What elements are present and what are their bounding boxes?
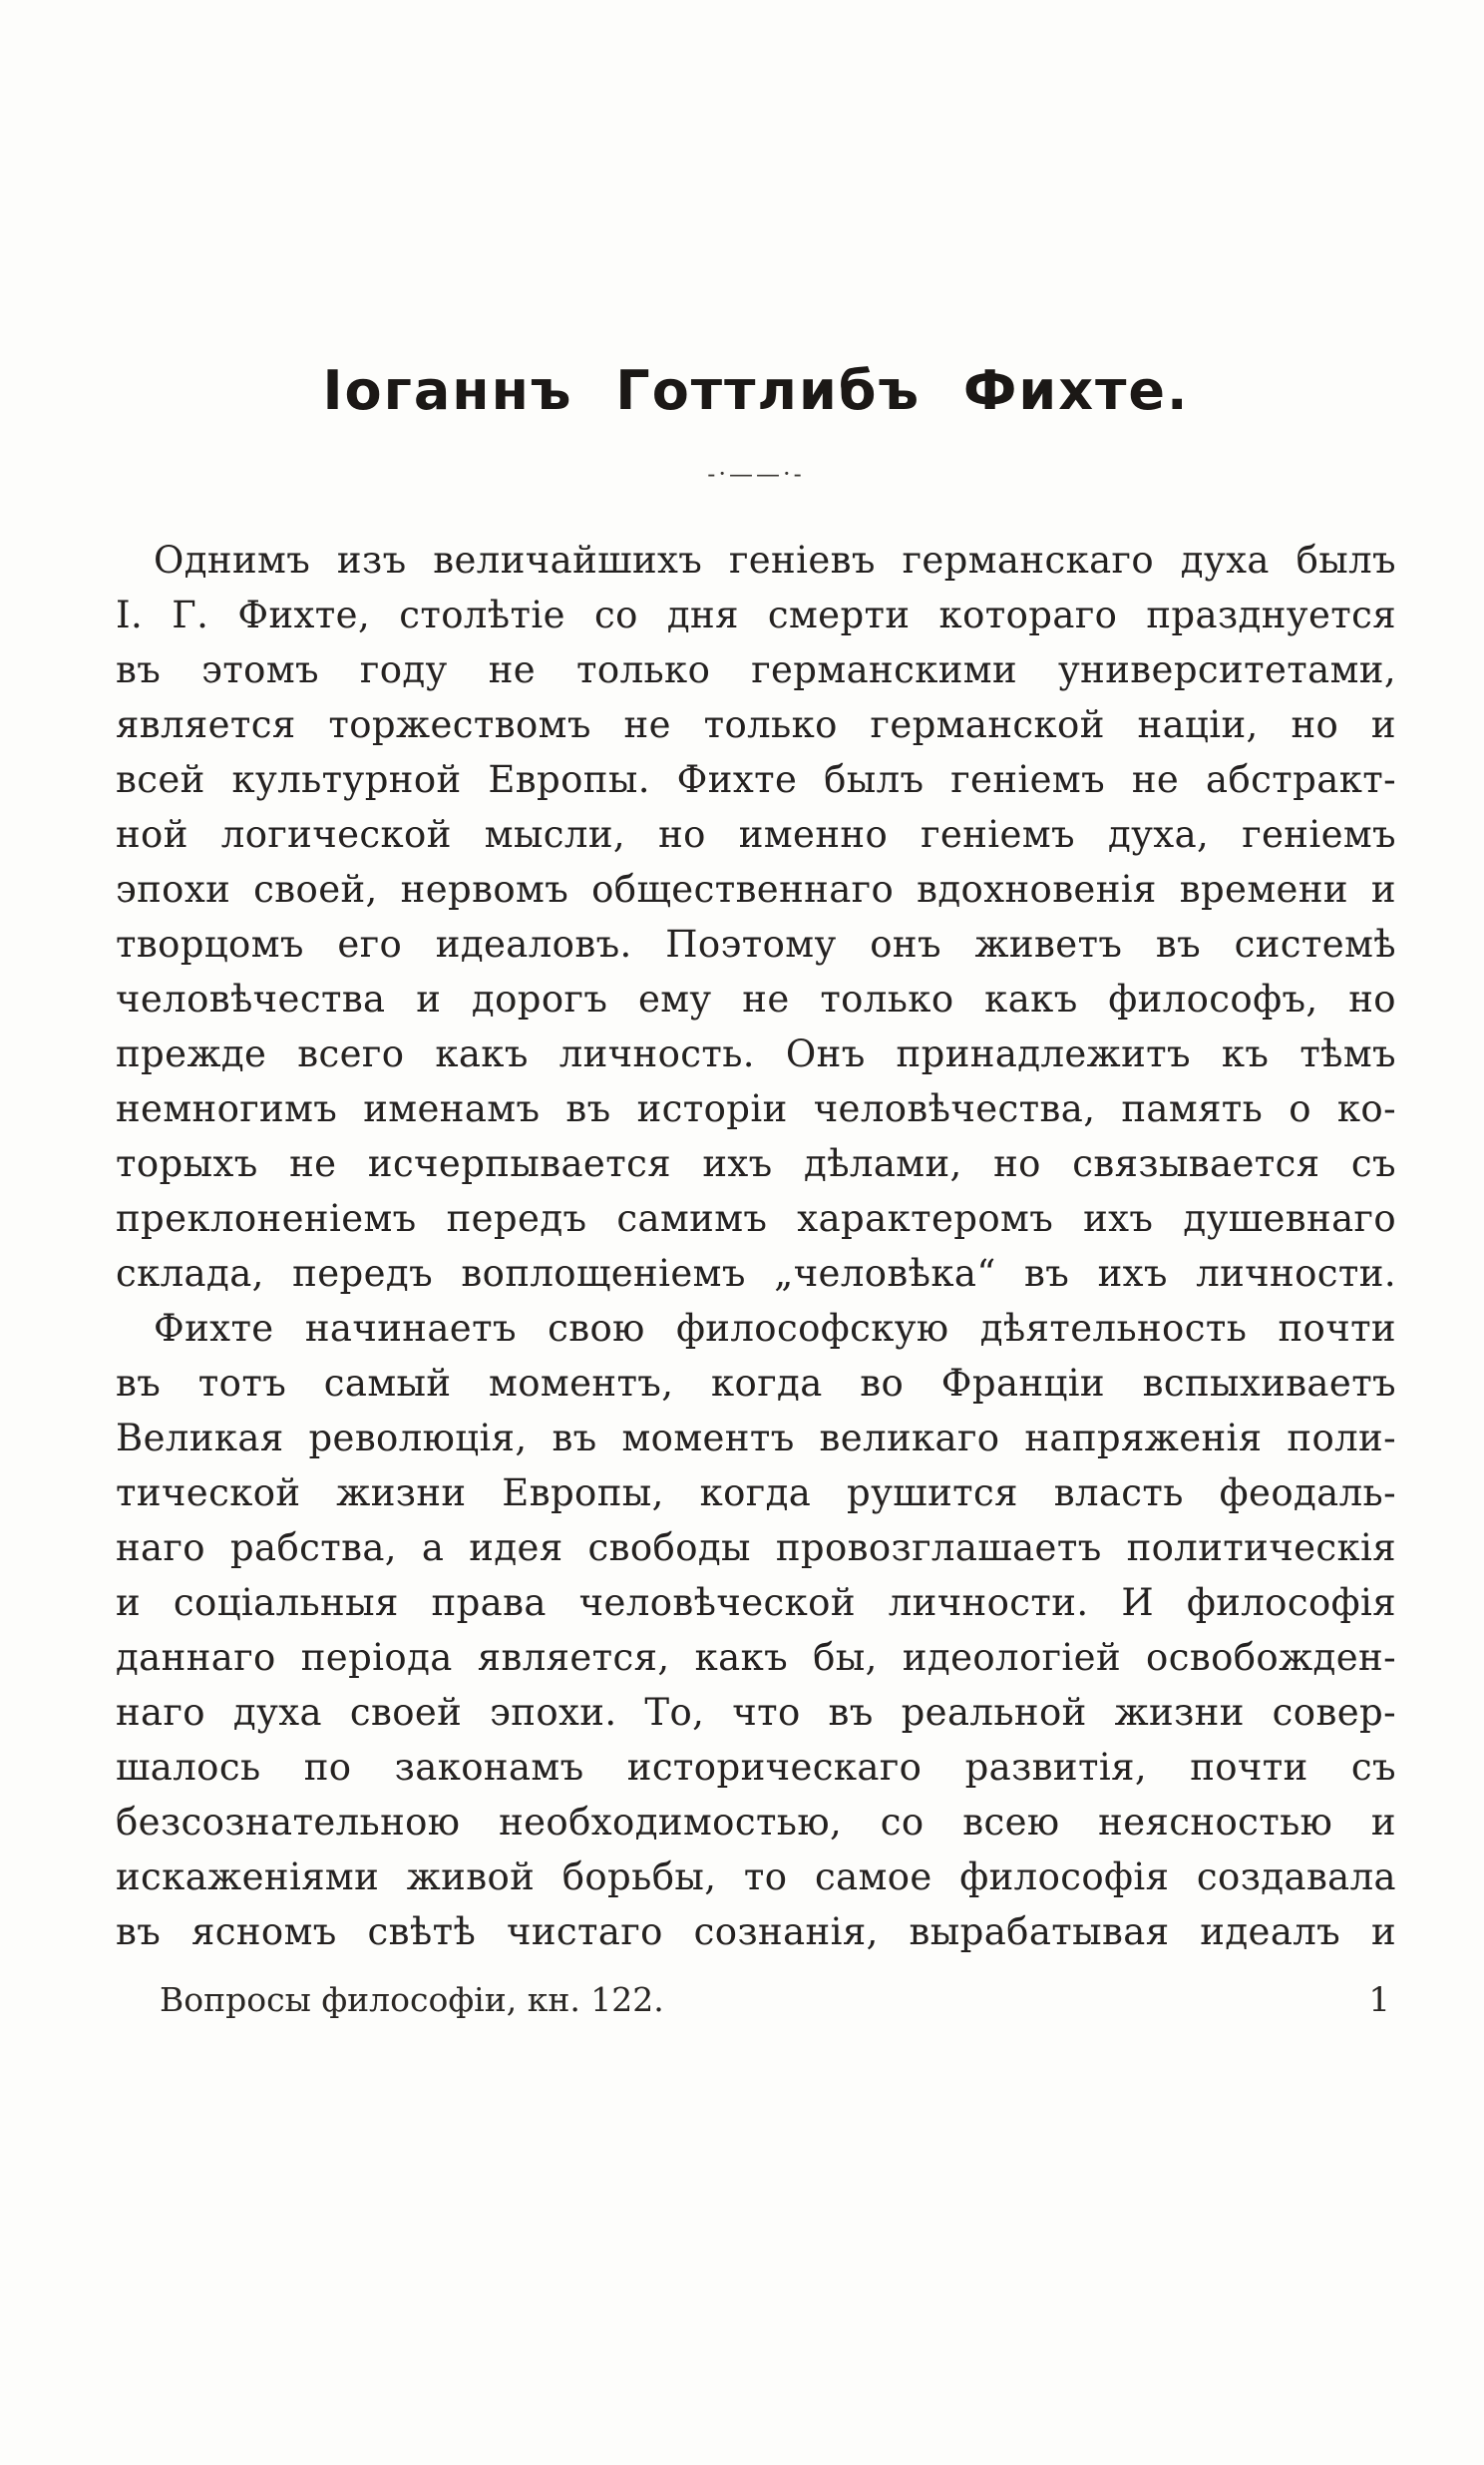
text-line: искаженіями живой борьбы, то самое философія создавала (116, 1855, 1396, 1898)
text-line: Великая революція, въ моментъ великаго напряженія поли- (116, 1417, 1396, 1459)
text-line: Однимъ изъ величайшихъ геніевъ германскаго духа былъ (154, 539, 1396, 582)
text-line: преклоненіемъ передъ самимъ характеромъ ихъ душевнаго (116, 1197, 1396, 1240)
text-line: наго рабства, а идея свободы провозглашаетъ политическія (116, 1526, 1396, 1569)
text-line: въ ясномъ свѣтѣ чистаго сознанія, вырабатывая идеалъ и (116, 1910, 1396, 1953)
text-line: является торжествомъ не только германской націи, но и (116, 703, 1396, 746)
text-line: даннаго періода является, какъ бы, идеологіей освобожден- (116, 1636, 1396, 1679)
text-line: наго духа своей эпохи. То, что въ реальной жизни совер- (116, 1691, 1396, 1734)
text-line: въ этомъ году не только германскими университетами, (116, 648, 1396, 691)
text-line: Фихте начинаетъ свою философскую дѣятельность почти (154, 1307, 1396, 1350)
text-line: торыхъ не исчерпывается ихъ дѣлами, но связывается съ (116, 1142, 1396, 1185)
text-column (116, 361, 1396, 2021)
paragraph-1 (116, 533, 1396, 1301)
body-text (116, 533, 1396, 1959)
text-line: немногимъ именамъ въ исторіи человѣчества, память о ко- (116, 1087, 1396, 1130)
text-line: тической жизни Европы, когда рушится власть феодаль- (116, 1471, 1396, 1514)
page-title: Іоганнъ Готтлибъ Фихте. (322, 359, 1190, 422)
page-footer (116, 1979, 1396, 2021)
text-line: всей культурной Европы. Фихте былъ геніемъ не абстракт- (116, 758, 1396, 801)
journal-imprint: Вопросы философіи, кн. 122. (160, 1980, 664, 2019)
text-line: въ тотъ самый моментъ, когда во Франціи вспыхиваетъ (116, 1362, 1396, 1405)
text-line: человѣчества и дорогъ ему не только какъ философъ, но (116, 978, 1396, 1021)
page-number: 1 (1368, 1980, 1390, 2020)
text-line: І. Г. Фихте, столѣтіе со дня смерти котораго празднуется (116, 594, 1396, 636)
text-line: ной логической мысли, но именно геніемъ духа, геніемъ (116, 813, 1396, 856)
text-line: и соціальныя права человѣческой личности. И философія (116, 1581, 1396, 1624)
title-divider-ornament: -·——·- (707, 460, 805, 488)
text-line: эпохи своей, нервомъ общественнаго вдохновенія времени и (116, 868, 1396, 911)
paragraph-2 (116, 1301, 1396, 1959)
text-line: творцомъ его идеаловъ. Поэтому онъ живетъ въ системѣ (116, 923, 1396, 966)
text-line: шалось по законамъ историческаго развитія, почти съ (116, 1746, 1396, 1789)
text-line: прежде всего какъ личность. Онъ принадлежитъ къ тѣмъ (116, 1032, 1396, 1075)
text-line: безсознательною необходимостью, со всею неясностью и (116, 1801, 1396, 1844)
text-line: склада, передъ воплощеніемъ „человѣка“ въ ихъ личности. (116, 1252, 1396, 1295)
